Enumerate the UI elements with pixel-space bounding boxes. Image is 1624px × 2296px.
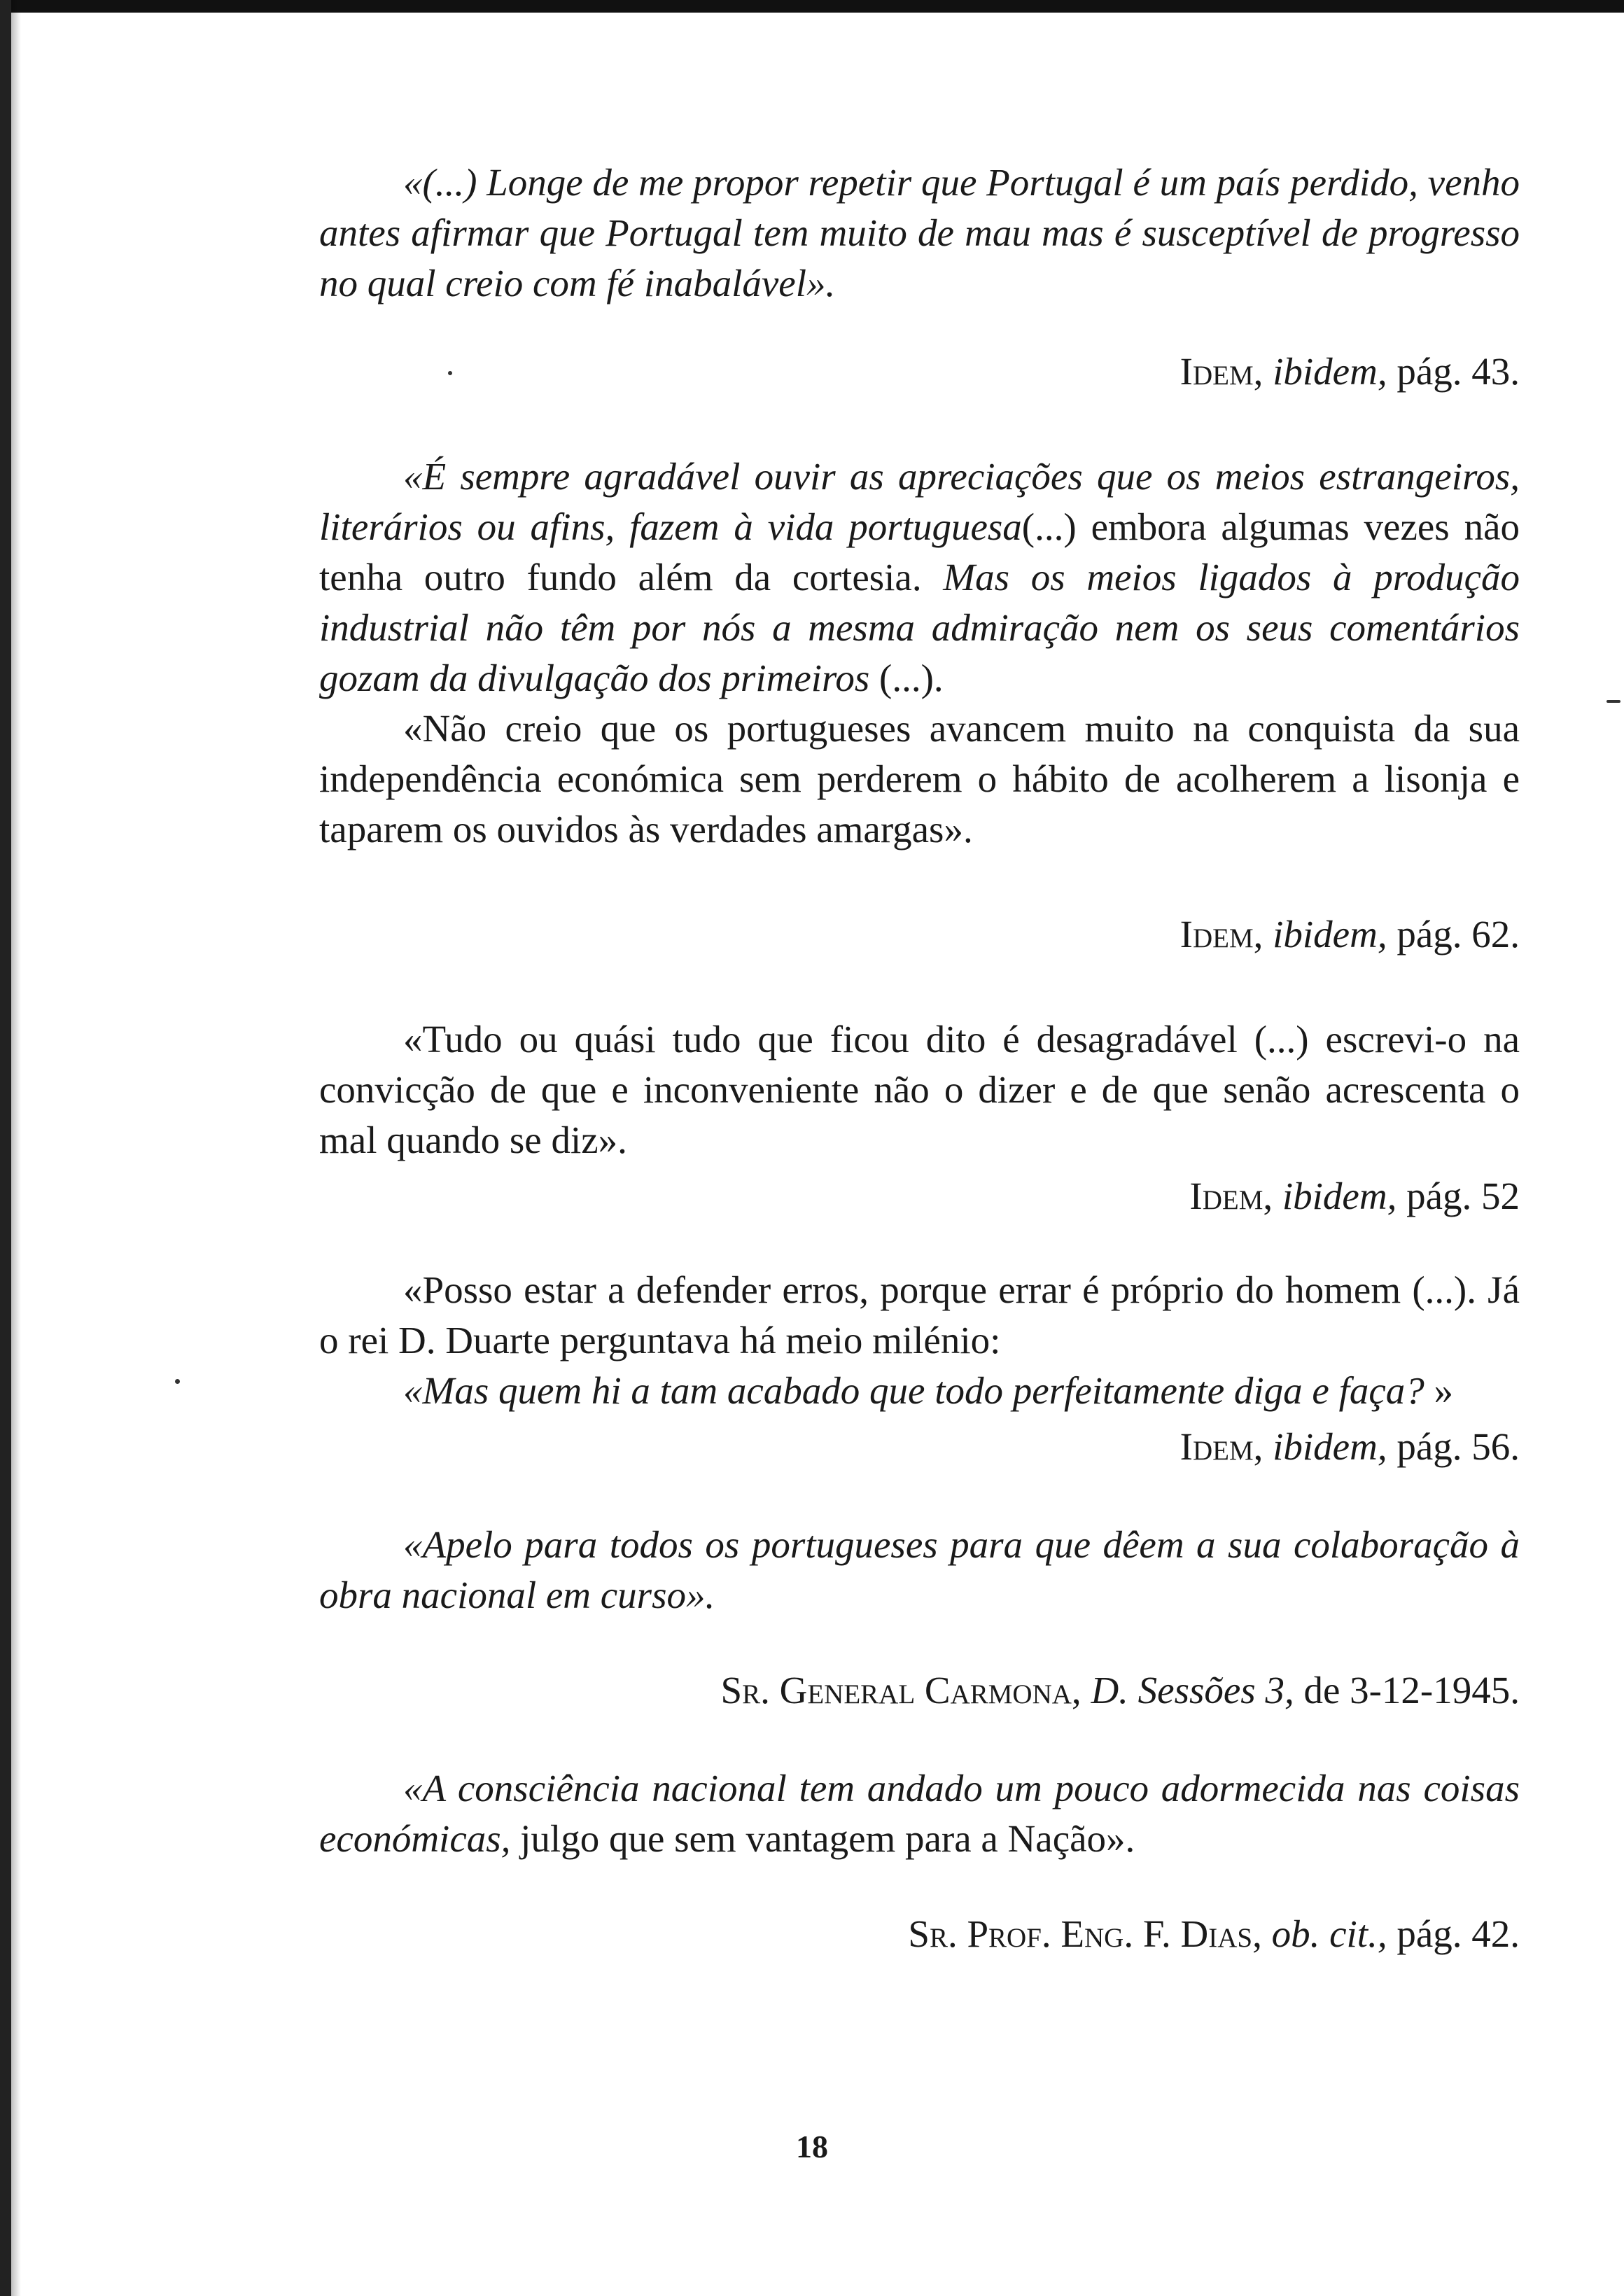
left-page-shadow	[11, 0, 21, 2296]
top-border-rule	[0, 0, 1624, 13]
quote-3: «Tudo ou quási tudo que ficou dito é desagradável (...) escrevi-o na convicção de que e inconveniente não o dizer e de que senão acrescenta o mal quando se diz».	[319, 1018, 1520, 1161]
quote-1	[319, 158, 1520, 309]
citation-3-author: Idem,	[1189, 1175, 1273, 1217]
citation-1-source: ibidem,	[1273, 350, 1387, 393]
citation-2-author: Idem,	[1180, 913, 1264, 955]
quote-2-paragraph-2: «Não creio que os portugueses avancem muito na conquista da sua independência económica sem perderem o hábito de acolherem a lisonja e taparem os ouvidos às verdades amargas».	[319, 707, 1520, 850]
quote-6	[319, 1763, 1520, 1864]
citation-3	[319, 1171, 1520, 1222]
quote-6-italic: «A consciência nacional tem andado um pouco adormecida nas coisas económicas,	[319, 1767, 1520, 1860]
citation-3-source: ibidem,	[1282, 1175, 1397, 1217]
citation-6-source: ob. cit.,	[1271, 1912, 1387, 1955]
page-number: 18	[796, 2129, 828, 2164]
citation-5-page: de 3-12-1945.	[1303, 1669, 1520, 1712]
citation-6-author: Sr. Prof. Eng. F. Dias,	[908, 1912, 1262, 1955]
quote-2-italic-a: «É sempre agradável ouvir as apreciações que os meios estrangeiros, literários ou afins, fazem à vida portuguesa	[319, 455, 1520, 548]
quote-6-roman: julgo que sem vantagem para a Nação».	[520, 1817, 1135, 1860]
citation-2-page: pág. 62.	[1396, 913, 1520, 955]
citation-5	[319, 1665, 1520, 1716]
citation-2	[319, 909, 1520, 960]
citation-4-author: Idem,	[1180, 1425, 1264, 1468]
citation-4-source: ibidem,	[1273, 1425, 1387, 1468]
citation-1	[319, 346, 1520, 397]
scan-speck	[175, 1379, 180, 1384]
citation-5-author: Sr. General Carmona,	[720, 1669, 1082, 1712]
citation-6-page: pág. 42.	[1396, 1912, 1520, 1955]
quote-4-inner-quote	[319, 1366, 1520, 1416]
citation-2-source: ibidem,	[1273, 913, 1387, 955]
citation-4	[319, 1422, 1520, 1472]
citation-1-author: Idem,	[1180, 350, 1264, 393]
scan-speck	[1606, 700, 1620, 703]
citation-3-page: pág. 52	[1406, 1175, 1520, 1217]
quote-5	[319, 1520, 1520, 1620]
citation-1-page: pág. 43.	[1396, 350, 1520, 393]
document-body	[319, 158, 1520, 1959]
quote-2-roman-a: (...) embora algumas vezes não tenha outro fundo além da cortesia.	[319, 505, 1520, 598]
quote-2	[319, 451, 1520, 704]
citation-6	[319, 1909, 1520, 1959]
quote-4: «Posso estar a defender erros, porque errar é próprio do homem (...). Já o rei D. Duarte perguntava há meio milénio:	[319, 1268, 1520, 1362]
quote-5-text: «Apelo para todos os portugueses para que dêem a sua colaboração à obra nacional em curso».	[319, 1523, 1520, 1616]
quote-2-italic-b: Mas os meios ligados à produção industrial não têm por nós a mesma admiração nem os seus comentários gozam da divulgação dos primeiros	[319, 556, 1520, 699]
quote-2-roman-b: (...).	[879, 657, 944, 699]
citation-5-source: D. Sessões 3,	[1091, 1669, 1294, 1712]
quote-1-text: «(...) Longe de me propor repetir que Portugal é um país perdido, venho antes afirmar que Portugal tem muito de mau mas é susceptível de progresso no qual creio com fé inabalável».	[319, 161, 1520, 304]
quote-4-inner-close: »	[1434, 1369, 1454, 1412]
left-border-rule	[0, 0, 11, 2296]
citation-4-page: pág. 56.	[1396, 1425, 1520, 1468]
quote-4-inner-text: «Mas quem hi a tam acabado que todo perfeitamente diga e faça?	[403, 1369, 1424, 1412]
